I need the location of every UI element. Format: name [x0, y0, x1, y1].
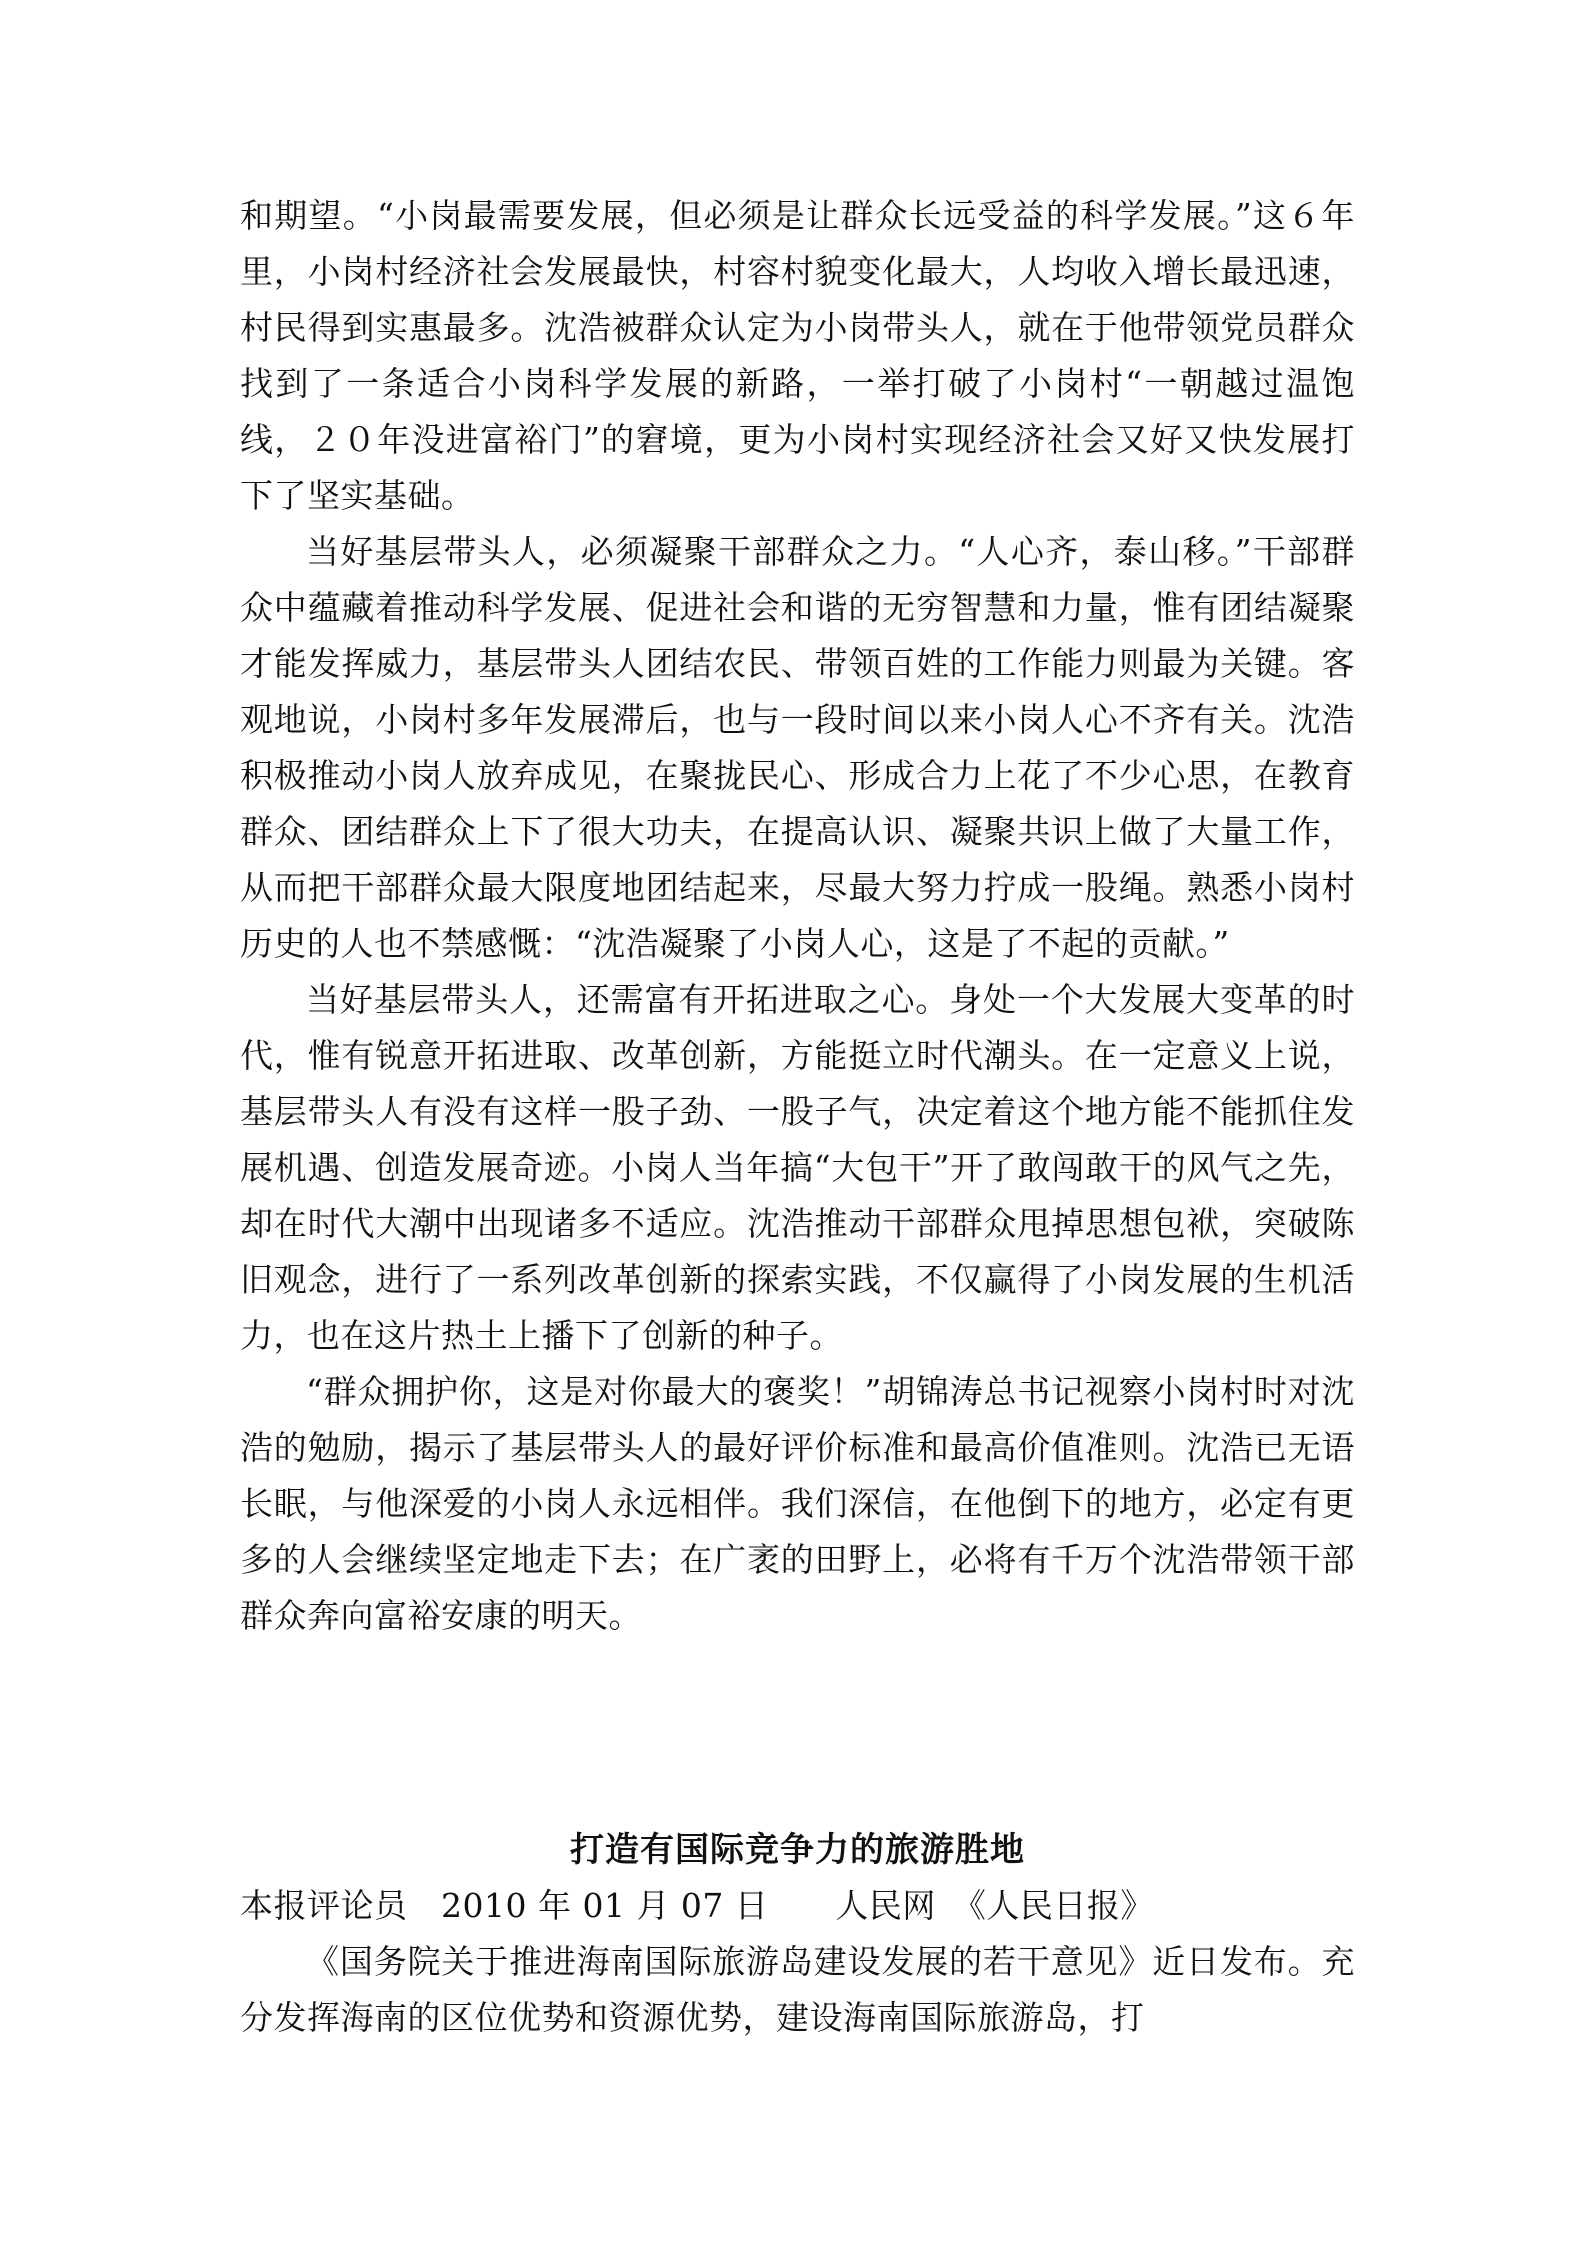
paragraph-3: 当好基层带头人，还需富有开拓进取之心。身处一个大发展大变革的时代，惟有锐意开拓进取、改革创新，方能挺立时代潮头。在一定意义上说，基层带头人有没有这样一股子劲、一股子气，决定着这个地方能不能抓住发展机遇、创造发展奇迹。小岗人当年搞“大包干”开了敢闯敢干的风气之先，却在时代大潮中出现诸多不适应。沈浩推动干部群众甩掉思想包袱，突破陈旧观念，进行了一系列改革创新的探索实践，不仅赢得了小岗发展的生机活力，也在这片热土上播下了创新的种子。 [240, 980, 1355, 1355]
article-continuation [240, 188, 1355, 1644]
paragraph-1: 和期望。“小岗最需要发展，但必须是让群众长远受益的科学发展。”这６年里，小岗村经济社会发展最快，村容村貌变化最大，人均收入增长最迅速，村民得到实惠最多。沈浩被群众认定为小岗带头人，就在于他带领党员群众找到了一条适合小岗科学发展的新路，一举打破了小岗村“一朝越过温饱线，２０年没进富裕门”的窘境，更为小岗村实现经济社会又好又快发展打下了坚实基础。 [240, 196, 1355, 515]
article-byline: 本报评论员 2010 年 01 月 07 日 人民网 《人民日报》 [240, 1886, 1154, 1925]
article-body [240, 1934, 1355, 2046]
article-title: 打造有国际竞争力的旅游胜地 [570, 1830, 1025, 1870]
paragraph-2: 当好基层带头人，必须凝聚干部群众之力。“人心齐，泰山移。”干部群众中蕴藏着推动科学发展、促进社会和谐的无穷智慧和力量，惟有团结凝聚才能发挥威力，基层带头人团结农民、带领百姓的工作能力则最为关键。客观地说，小岗村多年发展滞后，也与一段时间以来小岗人心不齐有关。沈浩积极推动小岗人放弃成见，在聚拢民心、形成合力上花了不少心思，在教育群众、团结群众上下了很大功夫，在提高认识、凝聚共识上做了大量工作，从而把干部群众最大限度地团结起来，尽最大努力拧成一股绳。熟悉小岗村历史的人也不禁感慨：“沈浩凝聚了小岗人心，这是了不起的贡献。” [240, 532, 1355, 963]
article-paragraph-1: 《国务院关于推进海南国际旅游岛建设发展的若干意见》近日发布。充分发挥海南的区位优势和资源优势，建设海南国际旅游岛，打 [240, 1942, 1355, 2037]
paragraph-4: “群众拥护你，这是对你最大的褒奖！”胡锦涛总书记视察小岗村时对沈浩的勉励，揭示了基层带头人的最好评价标准和最高价值准则。沈浩已无语长眠，与他深爱的小岗人永远相伴。我们深信，在他倒下的地方，必定有更多的人会继续坚定地走下去；在广袤的田野上，必将有千万个沈浩带领干部群众奔向富裕安康的明天。 [240, 1372, 1355, 1635]
